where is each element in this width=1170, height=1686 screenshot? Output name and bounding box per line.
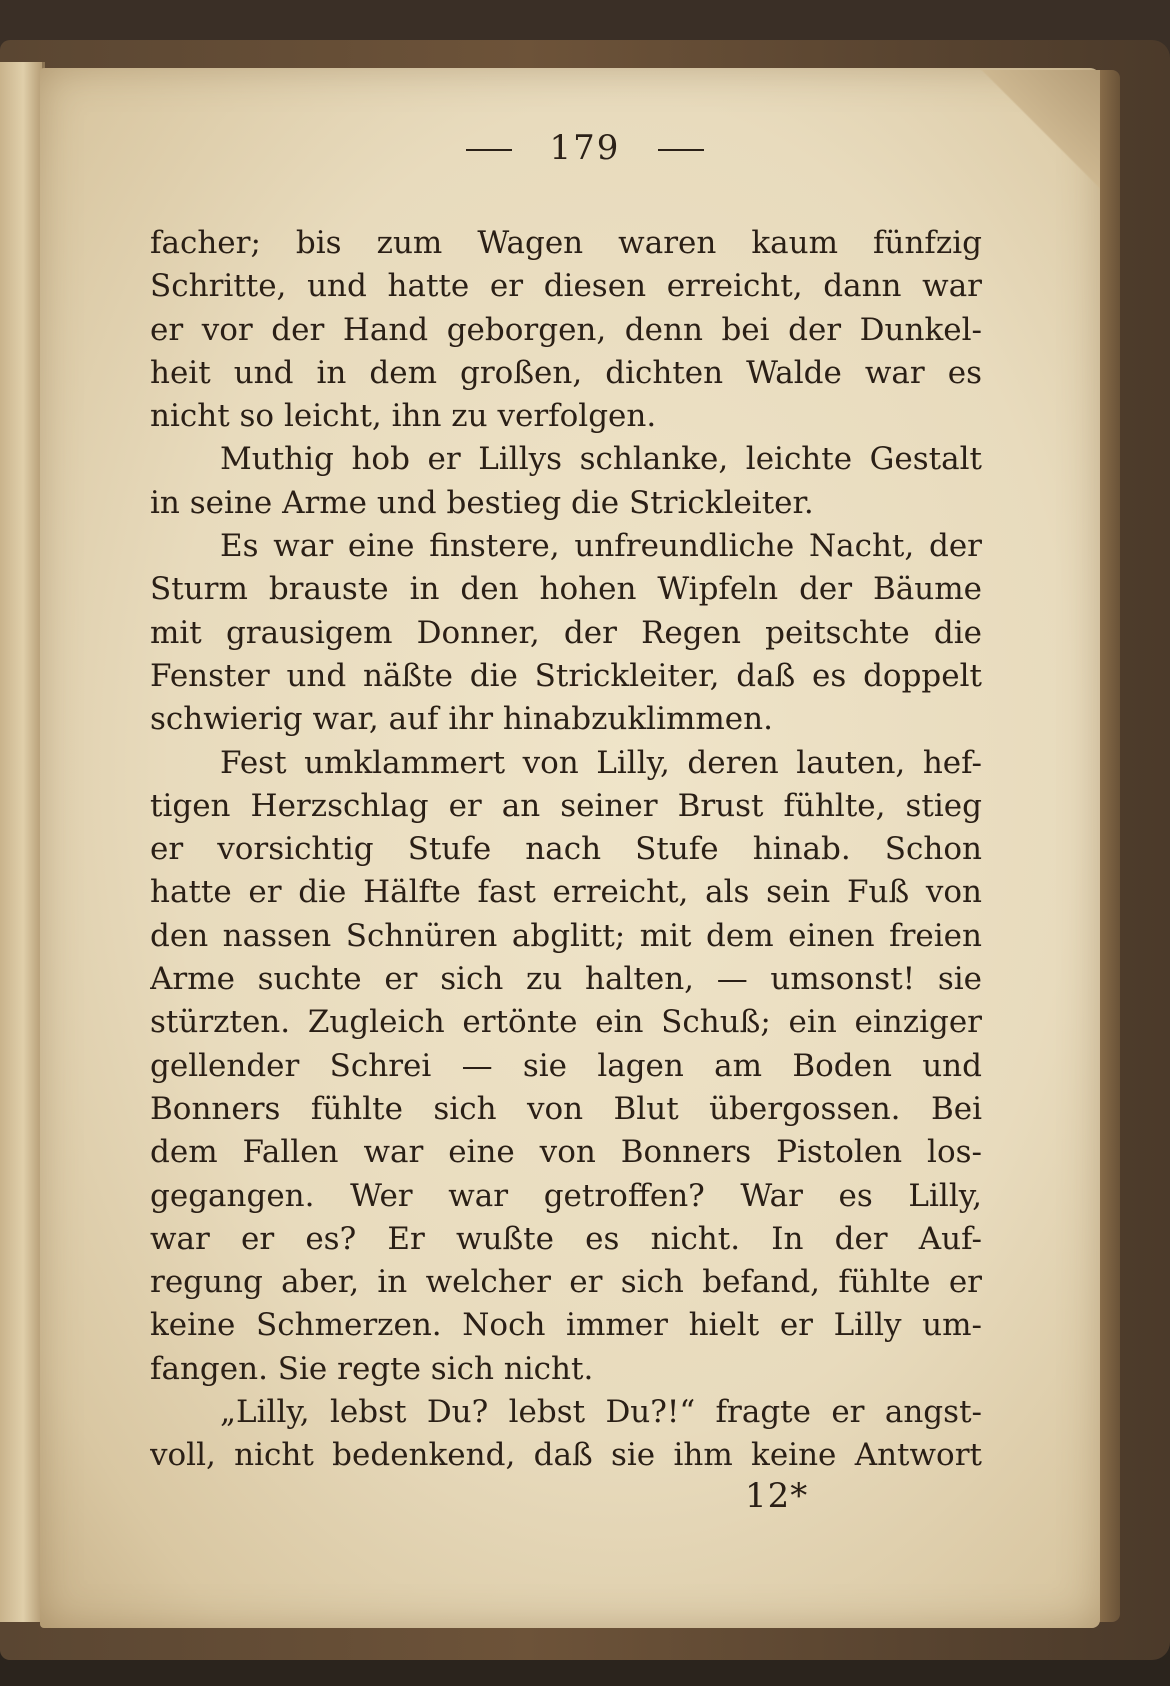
header-dash-right [658,149,704,151]
text-line: gegangen. Wer war getroffen? War es Lilly, [150,1177,982,1214]
body-text [150,222,982,1478]
text-line: heit und in dem großen, dichten Walde war es [150,354,982,391]
header-dash-left [466,149,512,151]
text-line: nicht so leicht, ihn zu verfolgen. [150,398,657,435]
text-line: Es war eine finstere, unfreundliche Nacht, der [220,528,982,565]
printer-signature-mark: 12* [745,1476,809,1516]
text-line: schwierig war, auf ihr hinabzuklimmen. [150,701,773,738]
text-line: den nassen Schnüren abglitt; mit dem einen freien [150,917,982,954]
text-line: Sturm brauste in den hohen Wipfeln der Bäume [150,571,982,608]
text-line: mit grausigem Donner, der Regen peitschte die [150,614,982,651]
page-header [0,128,1170,168]
text-line: war er es? Er wußte es nicht. In der Auf- [150,1220,982,1257]
text-line: facher; bis zum Wagen waren kaum fünfzig [150,225,982,261]
text-line: stürzten. Zugleich ertönte ein Schuß; ein einziger [150,1004,982,1041]
text-line: Arme suchte er sich zu halten, — umsonst! sie [150,961,982,998]
text-line: in seine Arme und bestieg die Strickleiter. [150,484,814,521]
text-line: er vorsichtig Stufe nach Stufe hinab. Schon [150,831,982,868]
text-line: hatte er die Hälfte fast erreicht, als sein Fuß von [150,874,982,911]
text-line: Bonners fühlte sich von Blut übergossen. Bei [150,1090,982,1127]
facing-page-edge [0,62,45,1622]
text-line: Fenster und näßte die Strickleiter, daß es doppelt [150,657,982,694]
text-line: gellender Schrei — sie lagen am Boden und [150,1047,982,1084]
text-line: keine Schmerzen. Noch immer hielt er Lilly um- [150,1307,982,1344]
text-line: Schritte, und hatte er diesen erreicht, dann war [150,268,982,305]
page-number: 179 [549,128,621,168]
text-line: Fest umklammert von Lilly, deren lauten, hef- [220,744,982,781]
text-line: regung aber, in welcher er sich befand, fühlte er [150,1264,982,1301]
text-line: er vor der Hand geborgen, denn bei der Dunkel- [150,311,982,348]
text-line: dem Fallen war eine von Bonners Pistolen los- [150,1134,982,1171]
text-line: voll, nicht bedenkend, daß sie ihm keine Antwort [150,1437,982,1474]
text-line: „Lilly, lebst Du? lebst Du?!“ fragte er angst- [220,1394,982,1431]
page-edge-right [1098,70,1120,1622]
text-line: fangen. Sie regte sich nicht. [150,1350,594,1387]
text-line: Muthig hob er Lillys schlanke, leichte Gestalt [220,441,982,478]
text-line: tigen Herzschlag er an seiner Brust fühlte, stieg [150,787,982,824]
